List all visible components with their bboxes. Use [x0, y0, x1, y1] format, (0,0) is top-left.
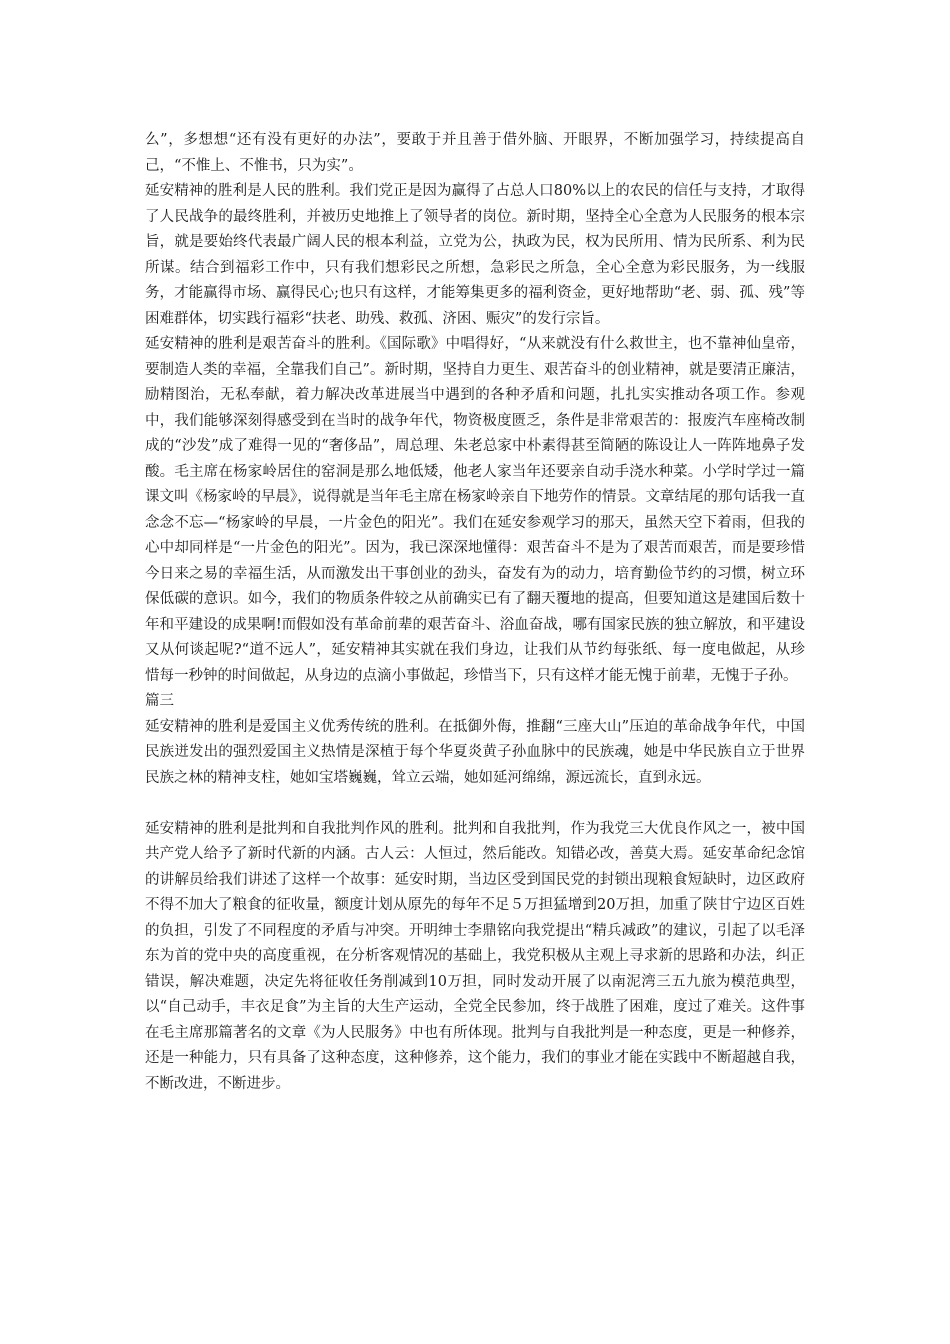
paragraph-criticism-victory: 延安精神的胜利是批判和自我批判作风的胜利。批判和自我批判，作为我党三大优良作风之一，被中国共产党人给予了新时代新的内涵。古人云：人恒过，然后能改。知错必改，善莫大焉。延安革命纪念馆的讲解员给我们讲述了这样一个故事：延安时期，当边区受到国民党的封锁出现粮食短缺时，边区政府不得不加大了粮食的征收量，额度计划从原先的每年不足５万担猛增到20万担，加重了陕甘宁边区百姓的负担，引发了不同程度的矛盾与冲突。开明绅士李鼎铭向我党提出“精兵减政”的建议，引起了以毛泽东为首的党中央的高度重视，在分析客观情况的基础上，我党积极从主观上寻求新的思路和办法，纠正错误，解决难题，决定先将征收任务削减到10万担，同时发动开展了以南泥湾三五九旅为模范典型，以“自己动手，丰衣足食”为主旨的大生产运动，全党全民参加，终于战胜了困难，度过了难关。这件事在毛主席那篇著名的文章《为人民服务》中也有所体现。批判与自我批判是一种态度，更是一种修养，还是一种能力，只有具备了这种态度，这种修养，这个能力，我们的事业才能在实践中不断超越自我，不断改进，不断进步。	[145, 820, 805, 1092]
section-heading: 篇三	[145, 693, 174, 709]
paragraph-continuation: 么”，多想想“还有没有更好的办法”，要敢于并且善于借外脑、开眼界，不断加强学习，持续提高自己，“不惟上、不惟书，只为实”。	[145, 132, 805, 174]
document-body	[145, 128, 805, 1097]
blank-line	[145, 791, 805, 817]
paragraph-people-victory: 延安精神的胜利是人民的胜利。我们党正是因为赢得了占总人口80%以上的农民的信任与支持，才取得了人民战争的最终胜利，并被历史地推上了领导者的岗位。新时期，坚持全心全意为人民服务的根本宗旨，就是要始终代表最广阔人民的根本利益，立党为公，执政为民，权为民所用、情为民所系、利为民所谋。结合到福彩工作中，只有我们想彩民之所想，急彩民之所急，全心全意为彩民服务，为一线服务，才能赢得市场、赢得民心;也只有这样，才能筹集更多的福利资金，更好地帮助“老、弱、孤、残”等困难群体，切实践行福彩“扶老、助残、救孤、济困、赈灾”的发行宗旨。	[145, 183, 805, 327]
paragraph-hard-work-victory: 延安精神的胜利是艰苦奋斗的胜利。《国际歌》中唱得好，“从来就没有什么救世主，也不靠神仙皇帝，要制造人类的幸福，全靠我们自己”。新时期，坚持自力更生、艰苦奋斗的创业精神，就是要清正廉洁，励精图治，无私奉献，着力解决改革进展当中遇到的各种矛盾和问题，扎扎实实推动各项工作。参观中，我们能够深刻得感受到在当时的战争年代，物资极度匮乏，条件是非常艰苦的：报废汽车座椅改制成的“沙发”成了难得一见的“奢侈品”，周总理、朱老总家中朴素得甚至简陋的陈设让人一阵阵地鼻子发酸。毛主席在杨家岭居住的窑洞是那么地低矮，他老人家当年还要亲自动手浇水种菜。小学时学过一篇课文叫《杨家岭的早晨》，说得就是当年毛主席在杨家岭亲自下地劳作的情景。文章结尾的那句话我一直念念不忘—“杨家岭的早晨，一片金色的阳光”。我们在延安参观学习的那天，虽然天空下着雨，但我的心中却同样是“一片金色的阳光”。因为，我已深深地懂得：艰苦奋斗不是为了艰苦而艰苦，而是要珍惜今日来之易的幸福生活，从而激发出干事创业的劲头，奋发有为的动力，培育勤俭节约的习惯，树立环保低碳的意识。如今，我们的物质条件较之从前确实已有了翻天覆地的提高，但要知道这是建国后数十年和平建设的成果啊!而假如没有革命前辈的艰苦奋斗、浴血奋战，哪有国家民族的独立解放，和平建设又从何谈起呢?“道不远人”，延安精神其实就在我们身边，让我们从节约每张纸、每一度电做起，从珍惜每一秒钟的时间做起，从身边的点滴小事做起，珍惜当下，只有这样才能无愧于前辈，无愧于子孙。	[145, 336, 805, 684]
paragraph-patriotism-victory: 延安精神的胜利是爱国主义优秀传统的胜利。在抵御外侮，推翻“三座大山”压迫的革命战争年代，中国民族迸发出的强烈爱国主义热情是深植于每个华夏炎黄子孙血脉中的民族魂，她是中华民族自立于世界民族之林的精神支柱，她如宝塔巍巍，耸立云端，她如延河绵绵，源远流长，直到永远。	[145, 718, 805, 786]
